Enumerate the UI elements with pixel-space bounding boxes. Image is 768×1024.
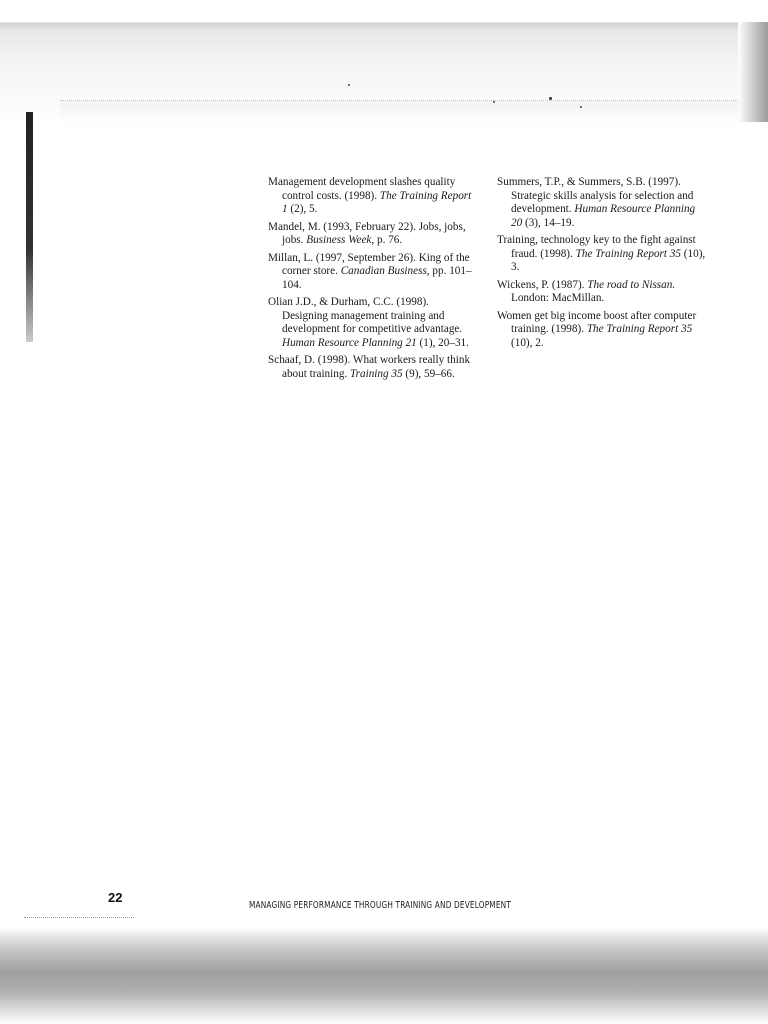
reference-text: Mandel, M. (1993, February 22). Jobs, jobs, jobs.: [268, 220, 466, 246]
running-head: MANAGING PERFORMANCE THROUGH TRAINING AND DEVELOPMENT: [249, 900, 512, 911]
reference-text: Summers, T.P., & Summers, S.B. (1997). Strategic skills analysis for selection and development.: [497, 176, 694, 215]
scan-speck: [549, 97, 552, 100]
reference-text: Training, technology key to the fight against fraud. (1998).: [497, 234, 696, 260]
reference-locator: (1), 20–31.: [416, 336, 469, 349]
page-number: 22: [108, 890, 123, 905]
reference-locator: pp. 101–104.: [282, 265, 472, 291]
scan-speck: [493, 101, 495, 103]
reference-locator: (10), 3.: [511, 247, 706, 273]
reference-entry: [497, 279, 707, 306]
reference-source: The Training Report 35: [575, 247, 681, 260]
reference-entry: [268, 252, 476, 293]
scan-shadow-bottom: [0, 928, 768, 1024]
scan-speck: [348, 84, 350, 86]
reference-locator: p. 76.: [374, 234, 403, 246]
references-right-column: [497, 176, 707, 354]
reference-text: Women get big income boost after computer training. (1998).: [497, 309, 697, 335]
reference-locator: London: MacMillan.: [511, 292, 605, 304]
reference-entry: [497, 176, 707, 230]
reference-locator: (10), 2.: [511, 336, 544, 349]
reference-text: Wickens, P. (1987).: [497, 278, 588, 291]
references-left-column: [268, 176, 476, 385]
scan-binding-edge: [26, 112, 33, 342]
reference-entry: [497, 234, 707, 275]
reference-source: Human Resource Planning 21: [282, 336, 417, 349]
scan-page-edge: [60, 100, 760, 125]
reference-source: The road to Nissan.: [587, 278, 676, 291]
reference-entry: [268, 176, 476, 217]
reference-source: Business Week,: [306, 234, 375, 246]
reference-text: Schaaf, D. (1998). What workers really think about training.: [268, 354, 471, 380]
reference-entry: [268, 354, 476, 381]
reference-entry: [268, 221, 476, 248]
reference-text: Management development slashes quality control costs. (1998).: [268, 176, 456, 202]
reference-entry: [497, 310, 707, 351]
scan-dotted-line: [24, 917, 134, 919]
reference-source: Human Resource Planning 20: [511, 203, 696, 229]
reference-locator: (9), 59–66.: [402, 367, 455, 380]
scan-shadow-right: [738, 22, 768, 122]
reference-text: Olian J.D., & Durham, C.C. (1998). Designing management training and development for competitive advantage.: [268, 296, 463, 335]
reference-source: The Training Report 35: [586, 323, 693, 335]
reference-source: The Training Report 1: [282, 189, 472, 215]
reference-locator: (2), 5.: [287, 203, 318, 215]
reference-source: Canadian Business,: [340, 265, 430, 277]
reference-entry: [268, 296, 476, 350]
reference-source: Training 35: [350, 367, 403, 380]
reference-locator: (3), 14–19.: [522, 216, 575, 229]
scan-speck: [580, 106, 582, 108]
reference-text: Millan, L. (1997, September 26). King of the corner store.: [268, 251, 470, 277]
